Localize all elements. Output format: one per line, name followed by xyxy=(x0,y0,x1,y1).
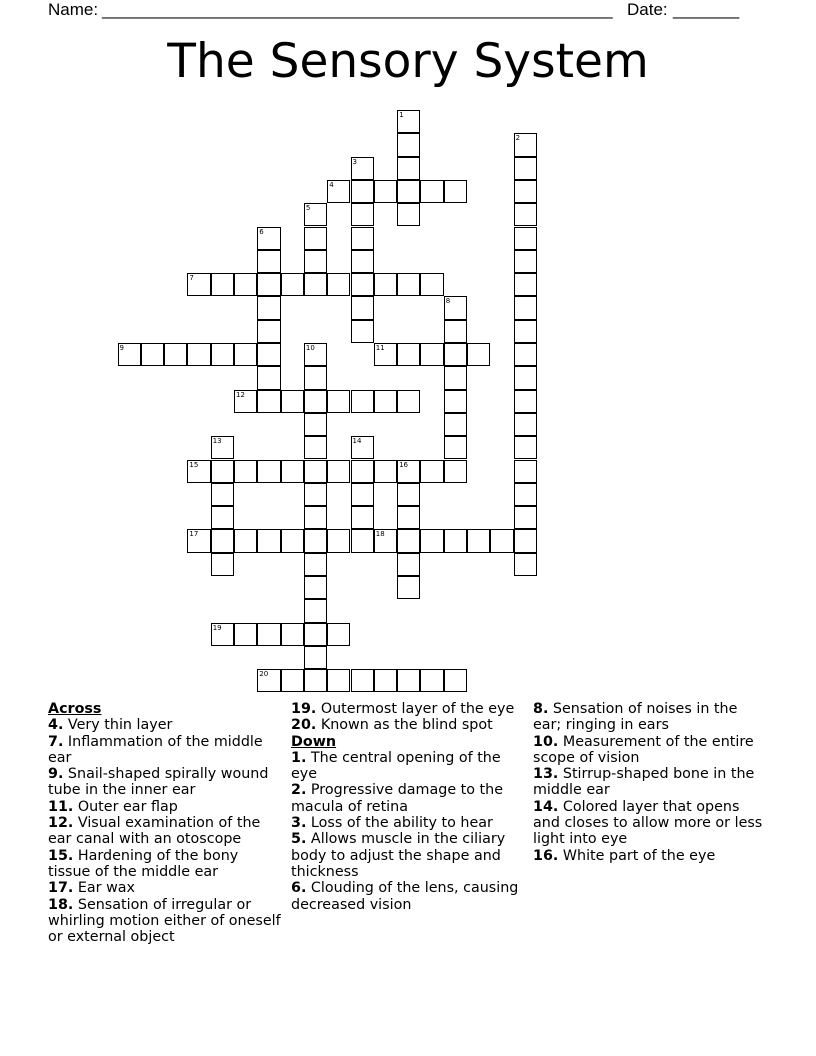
grid-cell[interactable] xyxy=(397,576,420,599)
grid-cell[interactable] xyxy=(467,343,490,366)
grid-cell[interactable] xyxy=(118,343,141,366)
clue-5 xyxy=(291,831,526,880)
grid-cell[interactable] xyxy=(514,296,537,319)
clue-number: 6. xyxy=(291,880,307,897)
grid-cell[interactable] xyxy=(281,529,304,552)
cell-number: 12 xyxy=(236,390,245,399)
grid-cell[interactable] xyxy=(304,436,327,459)
grid-cell[interactable] xyxy=(281,669,304,692)
cell-number: 1 xyxy=(399,111,404,119)
grid-cell[interactable] xyxy=(444,436,467,459)
grid-cell[interactable] xyxy=(257,623,280,646)
grid-cell[interactable] xyxy=(514,483,537,506)
clue-text: Snail-shaped spirally wound tube in the inner ear xyxy=(48,766,269,799)
grid-cell[interactable] xyxy=(327,460,350,483)
grid-cell[interactable] xyxy=(444,460,467,483)
clue-number: 5. xyxy=(291,831,307,848)
grid-cell[interactable] xyxy=(397,506,420,529)
grid-cell[interactable] xyxy=(444,413,467,436)
grid-cell[interactable] xyxy=(374,669,397,692)
grid-cell[interactable] xyxy=(374,180,397,203)
grid-cell[interactable] xyxy=(257,390,280,413)
clue-7 xyxy=(48,734,283,767)
grid-cell[interactable] xyxy=(514,366,537,389)
grid-cell[interactable] xyxy=(351,483,374,506)
cell-number: 8 xyxy=(445,297,451,306)
clue-number: 20. xyxy=(291,717,317,734)
grid-cell[interactable] xyxy=(164,343,187,366)
cell-number: 9 xyxy=(119,344,124,352)
grid-cell[interactable] xyxy=(514,506,537,529)
clue-number: 9. xyxy=(48,766,64,783)
grid-cell[interactable] xyxy=(351,529,374,552)
grid-cell[interactable] xyxy=(234,460,257,483)
clue-number: 14. xyxy=(533,798,559,815)
grid-cell[interactable] xyxy=(374,273,397,296)
grid-cell[interactable] xyxy=(514,203,537,226)
grid-cell[interactable] xyxy=(187,460,210,483)
grid-cell[interactable] xyxy=(234,273,257,296)
cell-number: 15 xyxy=(189,460,199,469)
grid-cell[interactable] xyxy=(211,623,234,646)
clue-number: 19. xyxy=(291,701,317,717)
clue-13 xyxy=(533,766,768,799)
grid-cell[interactable] xyxy=(304,227,327,250)
clues-column-2 xyxy=(291,701,526,913)
grid-cell[interactable] xyxy=(234,390,257,413)
grid-cell[interactable] xyxy=(281,460,304,483)
grid-cell[interactable] xyxy=(351,273,374,296)
clue-11 xyxy=(48,799,283,815)
cell-number: 14 xyxy=(352,437,362,446)
clue-number: 2. xyxy=(291,782,307,799)
grid-cell[interactable] xyxy=(304,250,327,273)
grid-cell[interactable] xyxy=(281,623,304,646)
grid-cell[interactable] xyxy=(420,529,443,552)
clue-3 xyxy=(291,815,526,831)
grid-cell[interactable] xyxy=(351,390,374,413)
grid-cell[interactable] xyxy=(211,436,234,459)
clue-text: Sensation of noises in the ear; ringing in ears xyxy=(533,701,738,734)
grid-cell[interactable] xyxy=(257,273,280,296)
clue-number: 4. xyxy=(48,717,64,734)
grid-cell[interactable] xyxy=(397,460,420,483)
clue-number: 16. xyxy=(533,847,559,864)
grid-cell[interactable] xyxy=(397,483,420,506)
grid-cell[interactable] xyxy=(420,273,443,296)
grid-cell[interactable] xyxy=(514,320,537,343)
clue-number: 8. xyxy=(533,701,549,717)
grid-cell[interactable] xyxy=(514,343,537,366)
across-clues-continued xyxy=(291,701,526,734)
cell-number: 6 xyxy=(259,227,264,236)
grid-cell[interactable] xyxy=(444,320,467,343)
grid-cell[interactable] xyxy=(420,343,443,366)
grid-cell[interactable] xyxy=(141,343,164,366)
cell-number: 18 xyxy=(375,530,385,539)
grid-cell[interactable] xyxy=(281,273,304,296)
clue-number: 13. xyxy=(533,766,559,783)
clue-text: Very thin layer xyxy=(63,717,173,734)
grid-cell[interactable] xyxy=(444,343,467,366)
cell-number: 5 xyxy=(305,204,311,213)
name-label: Name: xyxy=(48,0,99,19)
clue-text: Colored layer that opens and closes to allow more or less light into eye xyxy=(533,798,763,848)
grid-cell[interactable] xyxy=(397,553,420,576)
grid-cell[interactable] xyxy=(327,669,350,692)
clue-text: Hardening of the bony tissue of the middle ear xyxy=(48,847,239,880)
grid-cell[interactable] xyxy=(257,343,280,366)
grid-cell[interactable] xyxy=(257,529,280,552)
clue-number: 10. xyxy=(533,733,559,750)
grid-cell[interactable] xyxy=(374,529,397,552)
grid-cell[interactable] xyxy=(304,483,327,506)
cell-number: 4 xyxy=(329,180,334,189)
grid-cell[interactable] xyxy=(420,460,443,483)
down-heading: Down xyxy=(291,733,337,750)
grid-cell[interactable] xyxy=(444,180,467,203)
grid-cell[interactable] xyxy=(490,529,513,552)
grid-cell[interactable] xyxy=(304,553,327,576)
clue-2 xyxy=(291,782,526,815)
date-label: Date: xyxy=(627,0,668,19)
grid-cell[interactable] xyxy=(514,529,537,552)
grid-cell[interactable] xyxy=(304,669,327,692)
grid-cell[interactable] xyxy=(351,180,374,203)
grid-cell[interactable] xyxy=(514,413,537,436)
date-field[interactable]: _______ xyxy=(673,0,740,19)
grid-cell[interactable] xyxy=(211,483,234,506)
cell-number: 13 xyxy=(212,437,222,446)
grid-cell[interactable] xyxy=(187,273,210,296)
grid-cell[interactable] xyxy=(211,553,234,576)
clue-text: Known as the blind spot xyxy=(316,717,493,734)
grid-cell[interactable] xyxy=(374,390,397,413)
down-clues-continued xyxy=(533,701,768,864)
grid-cell[interactable] xyxy=(444,390,467,413)
grid-cell[interactable] xyxy=(304,576,327,599)
clue-14 xyxy=(533,799,768,848)
grid-cell[interactable] xyxy=(211,343,234,366)
grid-cell[interactable] xyxy=(397,157,420,180)
grid-cell[interactable] xyxy=(304,203,327,226)
grid-cell[interactable] xyxy=(304,529,327,552)
clue-6 xyxy=(291,880,526,913)
cell-number: 11 xyxy=(375,344,385,352)
grid-cell[interactable] xyxy=(351,669,374,692)
across-clues xyxy=(48,717,283,945)
clue-8 xyxy=(533,701,768,734)
clue-10 xyxy=(533,734,768,767)
grid-cell[interactable] xyxy=(351,506,374,529)
clue-text: Progressive damage to the macula of retina xyxy=(291,782,504,815)
clue-text: White part of the eye xyxy=(558,847,716,864)
grid-cell[interactable] xyxy=(327,180,350,203)
across-heading: Across xyxy=(48,701,102,717)
clue-number: 3. xyxy=(291,815,307,832)
clue-number: 11. xyxy=(48,798,74,815)
grid-cell[interactable] xyxy=(351,250,374,273)
grid-cell[interactable] xyxy=(327,529,350,552)
grid-cell[interactable] xyxy=(514,180,537,203)
grid-cell[interactable] xyxy=(420,669,443,692)
cell-number: 2 xyxy=(515,134,521,143)
clue-number: 1. xyxy=(291,749,307,766)
page-title: The Sensory System xyxy=(167,34,649,89)
grid-cell[interactable] xyxy=(211,273,234,296)
grid-cell[interactable] xyxy=(257,366,280,389)
grid-cell[interactable] xyxy=(211,506,234,529)
grid-cell[interactable] xyxy=(304,646,327,669)
grid-cell[interactable] xyxy=(444,296,467,319)
grid-cell[interactable] xyxy=(304,366,327,389)
clues-column-1 xyxy=(48,701,283,945)
grid-cell[interactable] xyxy=(234,623,257,646)
grid-cell[interactable] xyxy=(397,273,420,296)
clue-1 xyxy=(291,750,526,783)
clue-text: Ear wax xyxy=(73,880,136,897)
clue-text: Loss of the ability to hear xyxy=(306,815,493,832)
grid-cell[interactable] xyxy=(351,203,374,226)
grid-cell[interactable] xyxy=(397,110,420,133)
cell-number: 10 xyxy=(305,344,315,352)
grid-cell[interactable] xyxy=(514,553,537,576)
grid-cell[interactable] xyxy=(351,227,374,250)
grid-cell[interactable] xyxy=(374,343,397,366)
grid-cell[interactable] xyxy=(351,460,374,483)
grid-cell[interactable] xyxy=(397,390,420,413)
grid-cell[interactable] xyxy=(304,343,327,366)
clue-text: Outer ear flap xyxy=(73,798,178,815)
grid-cell[interactable] xyxy=(514,157,537,180)
clue-15 xyxy=(48,848,283,881)
clue-12 xyxy=(48,815,283,848)
clue-number: 18. xyxy=(48,896,74,913)
clue-number: 7. xyxy=(48,733,64,750)
grid-cell[interactable] xyxy=(351,296,374,319)
grid-cell[interactable] xyxy=(187,343,210,366)
grid-cell[interactable] xyxy=(304,390,327,413)
grid-cell[interactable] xyxy=(304,460,327,483)
grid-cell[interactable] xyxy=(257,250,280,273)
clue-19 xyxy=(291,701,526,717)
grid-cell[interactable] xyxy=(304,599,327,622)
clue-text: Inflammation of the middle ear xyxy=(48,733,263,766)
grid-cell[interactable] xyxy=(234,343,257,366)
grid-cell[interactable] xyxy=(257,460,280,483)
grid-cell[interactable] xyxy=(327,273,350,296)
grid-cell[interactable] xyxy=(304,413,327,436)
cell-number: 17 xyxy=(189,530,199,539)
grid-cell[interactable] xyxy=(444,366,467,389)
cell-number: 3 xyxy=(352,157,357,166)
grid-cell[interactable] xyxy=(514,436,537,459)
grid-cell[interactable] xyxy=(304,506,327,529)
cell-number: 20 xyxy=(259,670,269,679)
clue-16 xyxy=(533,848,768,864)
grid-cell[interactable] xyxy=(397,133,420,156)
clue-text: Visual examination of the ear canal with an otoscope xyxy=(48,815,261,848)
grid-cell[interactable] xyxy=(397,180,420,203)
grid-cell[interactable] xyxy=(257,227,280,250)
grid-cell[interactable] xyxy=(397,343,420,366)
grid-cell[interactable] xyxy=(514,390,537,413)
clue-text: Measurement of the entire scope of vision xyxy=(533,733,754,766)
grid-cell[interactable] xyxy=(351,436,374,459)
grid-cell[interactable] xyxy=(374,460,397,483)
grid-cell[interactable] xyxy=(467,529,490,552)
grid-cell[interactable] xyxy=(304,623,327,646)
clue-text: The central opening of the eye xyxy=(291,749,501,783)
cell-number: 7 xyxy=(189,274,194,283)
grid-cell[interactable] xyxy=(514,273,537,296)
grid-cell[interactable] xyxy=(514,133,537,156)
clue-18 xyxy=(48,897,283,946)
name-field[interactable]: ______________________________________________________ xyxy=(102,0,613,19)
clue-4 xyxy=(48,717,283,733)
clue-17 xyxy=(48,880,283,896)
grid-cell[interactable] xyxy=(397,669,420,692)
clue-text: Stirrup-shaped bone in the middle ear xyxy=(533,766,755,799)
clue-text: Sensation of irregular or whirling motion either of oneself or external object xyxy=(48,896,281,946)
grid-cell[interactable] xyxy=(514,460,537,483)
clue-number: 15. xyxy=(48,847,74,864)
clue-9 xyxy=(48,766,283,799)
grid-cell[interactable] xyxy=(351,320,374,343)
grid-cell[interactable] xyxy=(514,227,537,250)
grid-cell[interactable] xyxy=(211,529,234,552)
grid-cell[interactable] xyxy=(444,669,467,692)
grid-cell[interactable] xyxy=(304,273,327,296)
clue-text: Allows muscle in the ciliary body to adjust the shape and thickness xyxy=(291,831,506,880)
clue-text: Outermost layer of the eye xyxy=(316,701,515,717)
grid-cell[interactable] xyxy=(420,180,443,203)
grid-cell[interactable] xyxy=(327,390,350,413)
clue-number: 17. xyxy=(48,880,74,897)
clue-20 xyxy=(291,717,526,733)
grid-cell[interactable] xyxy=(327,623,350,646)
cell-number: 19 xyxy=(212,623,222,632)
clue-number: 12. xyxy=(48,815,74,832)
grid-cell[interactable] xyxy=(514,250,537,273)
down-clues xyxy=(291,750,526,913)
grid-cell[interactable] xyxy=(397,529,420,552)
grid-cell[interactable] xyxy=(257,669,280,692)
clues-column-3 xyxy=(533,701,768,864)
grid-cell[interactable] xyxy=(257,296,280,319)
grid-cell[interactable] xyxy=(397,203,420,226)
grid-cell[interactable] xyxy=(234,529,257,552)
cell-number: 16 xyxy=(399,460,409,469)
grid-cell[interactable] xyxy=(444,529,467,552)
grid-cell[interactable] xyxy=(281,390,304,413)
clue-text: Clouding of the lens, causing decreased vision xyxy=(291,880,519,913)
grid-cell[interactable] xyxy=(257,320,280,343)
grid-cell[interactable] xyxy=(211,460,234,483)
grid-cell[interactable] xyxy=(351,157,374,180)
grid-cell[interactable] xyxy=(187,529,210,552)
